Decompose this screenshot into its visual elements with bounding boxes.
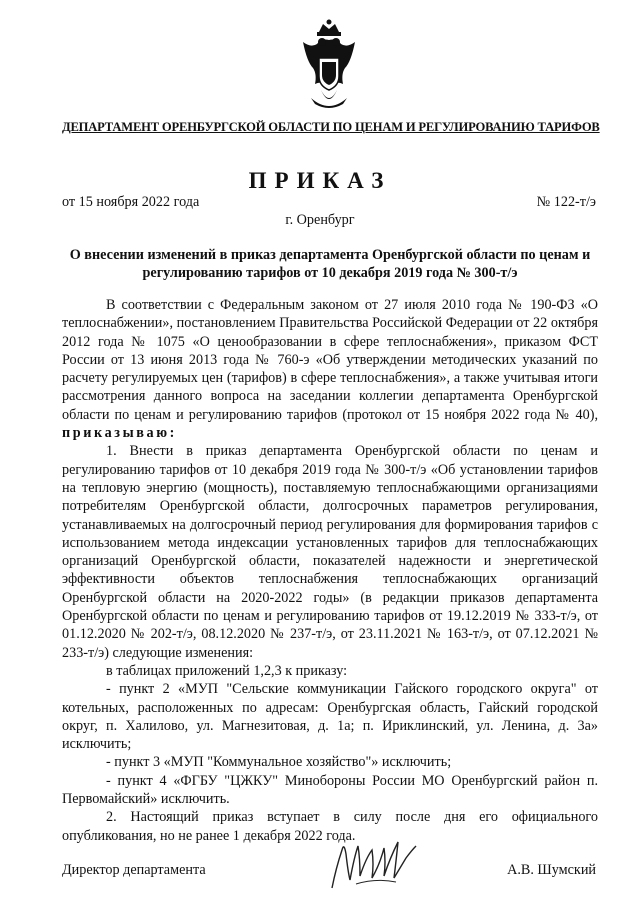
- document-type-title: ПРИКАЗ: [248, 168, 392, 193]
- issue-city: г. Оренбург: [285, 212, 355, 228]
- preamble-paragraph: [62, 296, 598, 442]
- order-date: от 15 ноября 2022 года: [62, 194, 200, 210]
- item-1-paragraph: 1. Внести в приказ департамента Оренбургской области по ценам и регулированию тарифов от 10 декабря 2019 года № 300-т/э «Об установлении тарифов на тепловую энергию (мощность), поставляемую теплоснабжающими организациями потребителям Оренбургской области, долгосрочных параметров регулирования, устанавливаемых на долгосрочный период регулирования для формирования тарифов с использованием метода индексации установленных тарифов для теплоснабжающих организаций Оренбургской области, показателей надежности и энергетической эффективности объектов теплоснабжения теплоснабжающих организаций Оренбургской области на 2020-2022 годы» (в редакции приказов департамента Оренбургской области по ценам и регулированию тарифов от 19.12.2019 № 333-т/э, от 01.12.2020 № 202-т/э, 08.12.2020 № 237-т/э, от 23.11.2021 № 163-т/э, от 07.12.2021 № 233-т/э) следующие изменения:: [62, 443, 598, 661]
- order-number: № 122-т/э: [536, 194, 596, 210]
- bullet-item: - пункт 4 «ФГБУ "ЦЖКУ" Минобороны России МО Оренбургский район п. Первомайский» исключить.: [62, 772, 598, 808]
- bullet-item: - пункт 3 «МУП "Коммунальное хозяйство"» исключить;: [106, 754, 452, 771]
- item-2-paragraph: 2. Настоящий приказ вступает в силу после дня его официального опубликования, но не ранее 1 декабря 2022 года.: [62, 809, 598, 844]
- department-header: ДЕПАРТАМЕНТ ОРЕНБУРГСКОЙ ОБЛАСТИ ПО ЦЕНАМ И РЕГУЛИРОВАНИЮ ТАРИФОВ: [62, 120, 600, 134]
- order-body: [62, 296, 598, 845]
- order-word: приказываю:: [62, 425, 177, 442]
- bullet-item: - пункт 2 «МУП "Сельские коммуникации Гайского городского округа" от котельных, расположенных по адресам: Оренбургская область, Гайский городской округ, п. Халилово, ул. Магнезитовая, д. 1а; п. Ириклинский, ул. Ленина, д. 3а» исключить;: [62, 681, 598, 753]
- preamble-text: В соответствии с Федеральным законом от 27 июля 2010 года № 190-ФЗ «О теплоснабжении», постановлением Правительства Российской Федерации от 22 октября 2012 года № 1075 «О ценообразовании в сфере теплоснабжения», приказом ФСТ России от 13 июня 2013 года № 760-э «Об утверждении методических указаний по расчету регулируемых цен (тарифов) в сфере теплоснабжения», а также учитывая итоги рассмотрения данного вопроса на заседании коллегии департамента Оренбургской области по ценам и регулированию тарифов (протокол от 15 ноября 2022 года № 40),: [62, 297, 598, 423]
- order-subject: О внесении изменений в приказ департамента Оренбургской области по ценам и регулированию тарифов от 10 декабря 2019 года № 300-т/э: [69, 247, 591, 281]
- signatory-name: А.В. Шумский: [507, 862, 596, 878]
- signatory-title: Директор департамента: [62, 862, 206, 878]
- handwritten-signature: [326, 828, 426, 898]
- tables-intro-paragraph: в таблицах приложений 1,2,3 к приказу:: [106, 662, 348, 679]
- coat-of-arms-icon: [297, 18, 361, 114]
